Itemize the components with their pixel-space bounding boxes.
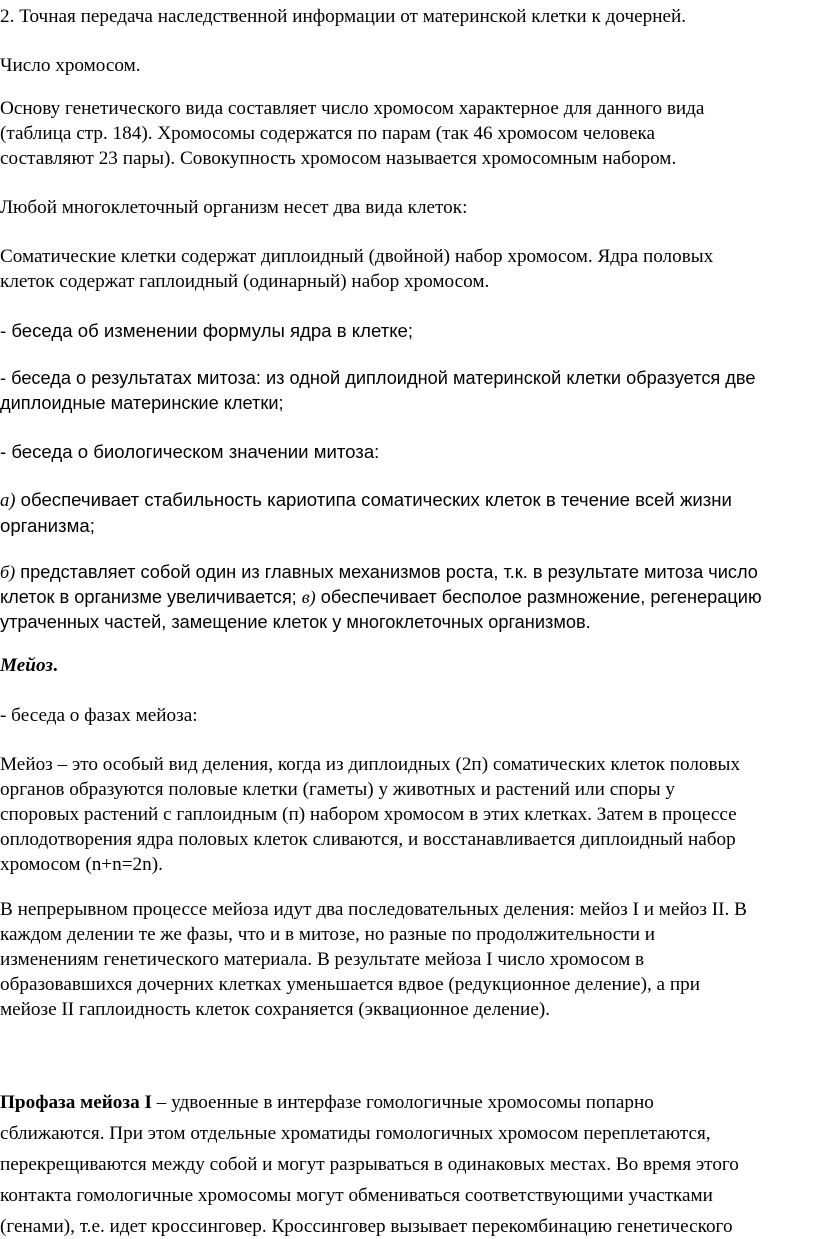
text-span: клеток в организме увеличивается;: [0, 587, 302, 607]
text-line: клеток содержат гаплоидный (одинарный) набор хромосом.: [0, 271, 490, 292]
text-line: мейозе II гаплоидность клеток сохраняется (эквационное деление).: [0, 999, 551, 1020]
text-line: [0, 487, 816, 513]
paragraph-heading: [0, 4, 816, 29]
text-span: обеспечивает стабильность кариотипа соматических клеток в течение всей жизни: [15, 489, 732, 510]
heading-dot: .: [52, 655, 58, 676]
text-line: (таблица стр. 184). Хромосомы содержатся по парам (так 46 хромосом человека: [0, 123, 656, 144]
text-line: каждом делении те же фазы, что и в митозе, но разные по продолжительности и: [0, 924, 656, 945]
text-line: 2. Точная передача наследственной информации от материнской клетки к дочерней.: [0, 6, 687, 27]
text-line: органов образуются половые клетки (гаметы) у животных и растений или споры у: [0, 779, 675, 800]
text-line: образовавшихся дочерних клетках уменьшается вдвое (редукционное деление), а при: [0, 974, 700, 995]
paragraph-mitosis-significance: [0, 439, 816, 464]
paragraph-point-a: [0, 487, 816, 538]
list-marker-v: в): [301, 587, 316, 607]
text-line: - беседа о биологическом значении митоза:: [0, 441, 380, 462]
paragraph-somatic-cells: [0, 244, 816, 294]
paragraph-point-b: [0, 560, 816, 635]
text-line: изменениям генетического материала. В результате мейоза I число хромосом в: [0, 949, 645, 970]
text-line: перекрещиваются между собой и могут разрываться в одинаковых местах. Во время этого: [0, 1154, 739, 1175]
text-line: [0, 585, 816, 610]
term-prophase: Профаза мейоза I: [0, 1092, 152, 1113]
text-line: [0, 1090, 816, 1115]
paragraph-genetic-basis: [0, 96, 816, 171]
text-span: обеспечивает бесполое размножение, регенерацию: [315, 587, 762, 607]
text-line: хромосом (n+n=2n).: [0, 854, 163, 875]
heading-text: [0, 655, 58, 676]
text-line: Любой многоклеточный организм несет два вида клеток:: [0, 197, 468, 218]
paragraph-nucleus-formula: [0, 318, 816, 343]
text-line: Число хромосом.: [0, 55, 141, 76]
paragraph-mitosis-results: [0, 366, 816, 416]
paragraph-chromosome-number: [0, 53, 816, 78]
text-line: Основу генетического вида составляет число хромосом характерное для данного вида: [0, 98, 705, 119]
section-heading-meiosis: [0, 653, 816, 678]
text-line: Соматические клетки содержат диплоидный (двойной) набор хромосом. Ядра половых: [0, 246, 714, 267]
text-line: [0, 560, 816, 585]
text-span: – удвоенные в интерфазе гомологичные хромосомы попарно: [151, 1092, 654, 1113]
text-line: утраченных частей, замещение клеток у многоклеточных организмов.: [0, 612, 591, 632]
text-span: представляет собой один из главных механизмов роста, т.к. в результате митоза число: [15, 562, 758, 582]
heading-word: Мейоз: [0, 655, 53, 676]
list-marker-b: б): [0, 562, 16, 582]
paragraph-cell-types: [0, 195, 816, 220]
text-line: споровых растений с гаплоидным (п) набором хромосом в этих клетках. Затем в процессе: [0, 804, 737, 825]
paragraph-prophase-one: [0, 1090, 816, 1239]
text-line: Мейоз – это особый вид деления, когда из диплоидных (2п) соматических клеток половых: [0, 754, 741, 775]
text-line: сближаются. При этом отдельные хроматиды гомологичных хромосом переплетаются,: [0, 1123, 711, 1144]
paragraph-meiosis-divisions: [0, 897, 816, 1022]
text-line: оплодотворения ядра половых клеток сливаются, и восстанавливается диплоидный набор: [0, 829, 736, 850]
text-line: диплоидные материнские клетки;: [0, 393, 284, 413]
paragraph-meiosis-definition: [0, 752, 816, 877]
text-line: организма;: [0, 515, 95, 536]
text-line: - беседа об изменении формулы ядра в клетке;: [0, 320, 414, 341]
text-line: В непрерывном процессе мейоза идут два последовательных деления: мейоз I и мейоз II. В: [0, 899, 747, 920]
text-line: - беседа о результатах митоза: из одной диплоидной материнской клетки образуется две: [0, 368, 756, 388]
text-line: (генами), т.е. идет кроссинговер. Кроссинговер вызывает перекомбинацию генетического: [0, 1216, 733, 1237]
paragraph-meiosis-phases: [0, 703, 816, 728]
text-line: составляют 23 пары). Совокупность хромосом называется хромосомным набором.: [0, 148, 677, 169]
text-line: контакта гомологичные хромосомы могут обмениваться соответствующими участками: [0, 1185, 713, 1206]
list-marker-a: а): [0, 490, 16, 511]
text-line: - беседа о фазах мейоза:: [0, 705, 198, 726]
